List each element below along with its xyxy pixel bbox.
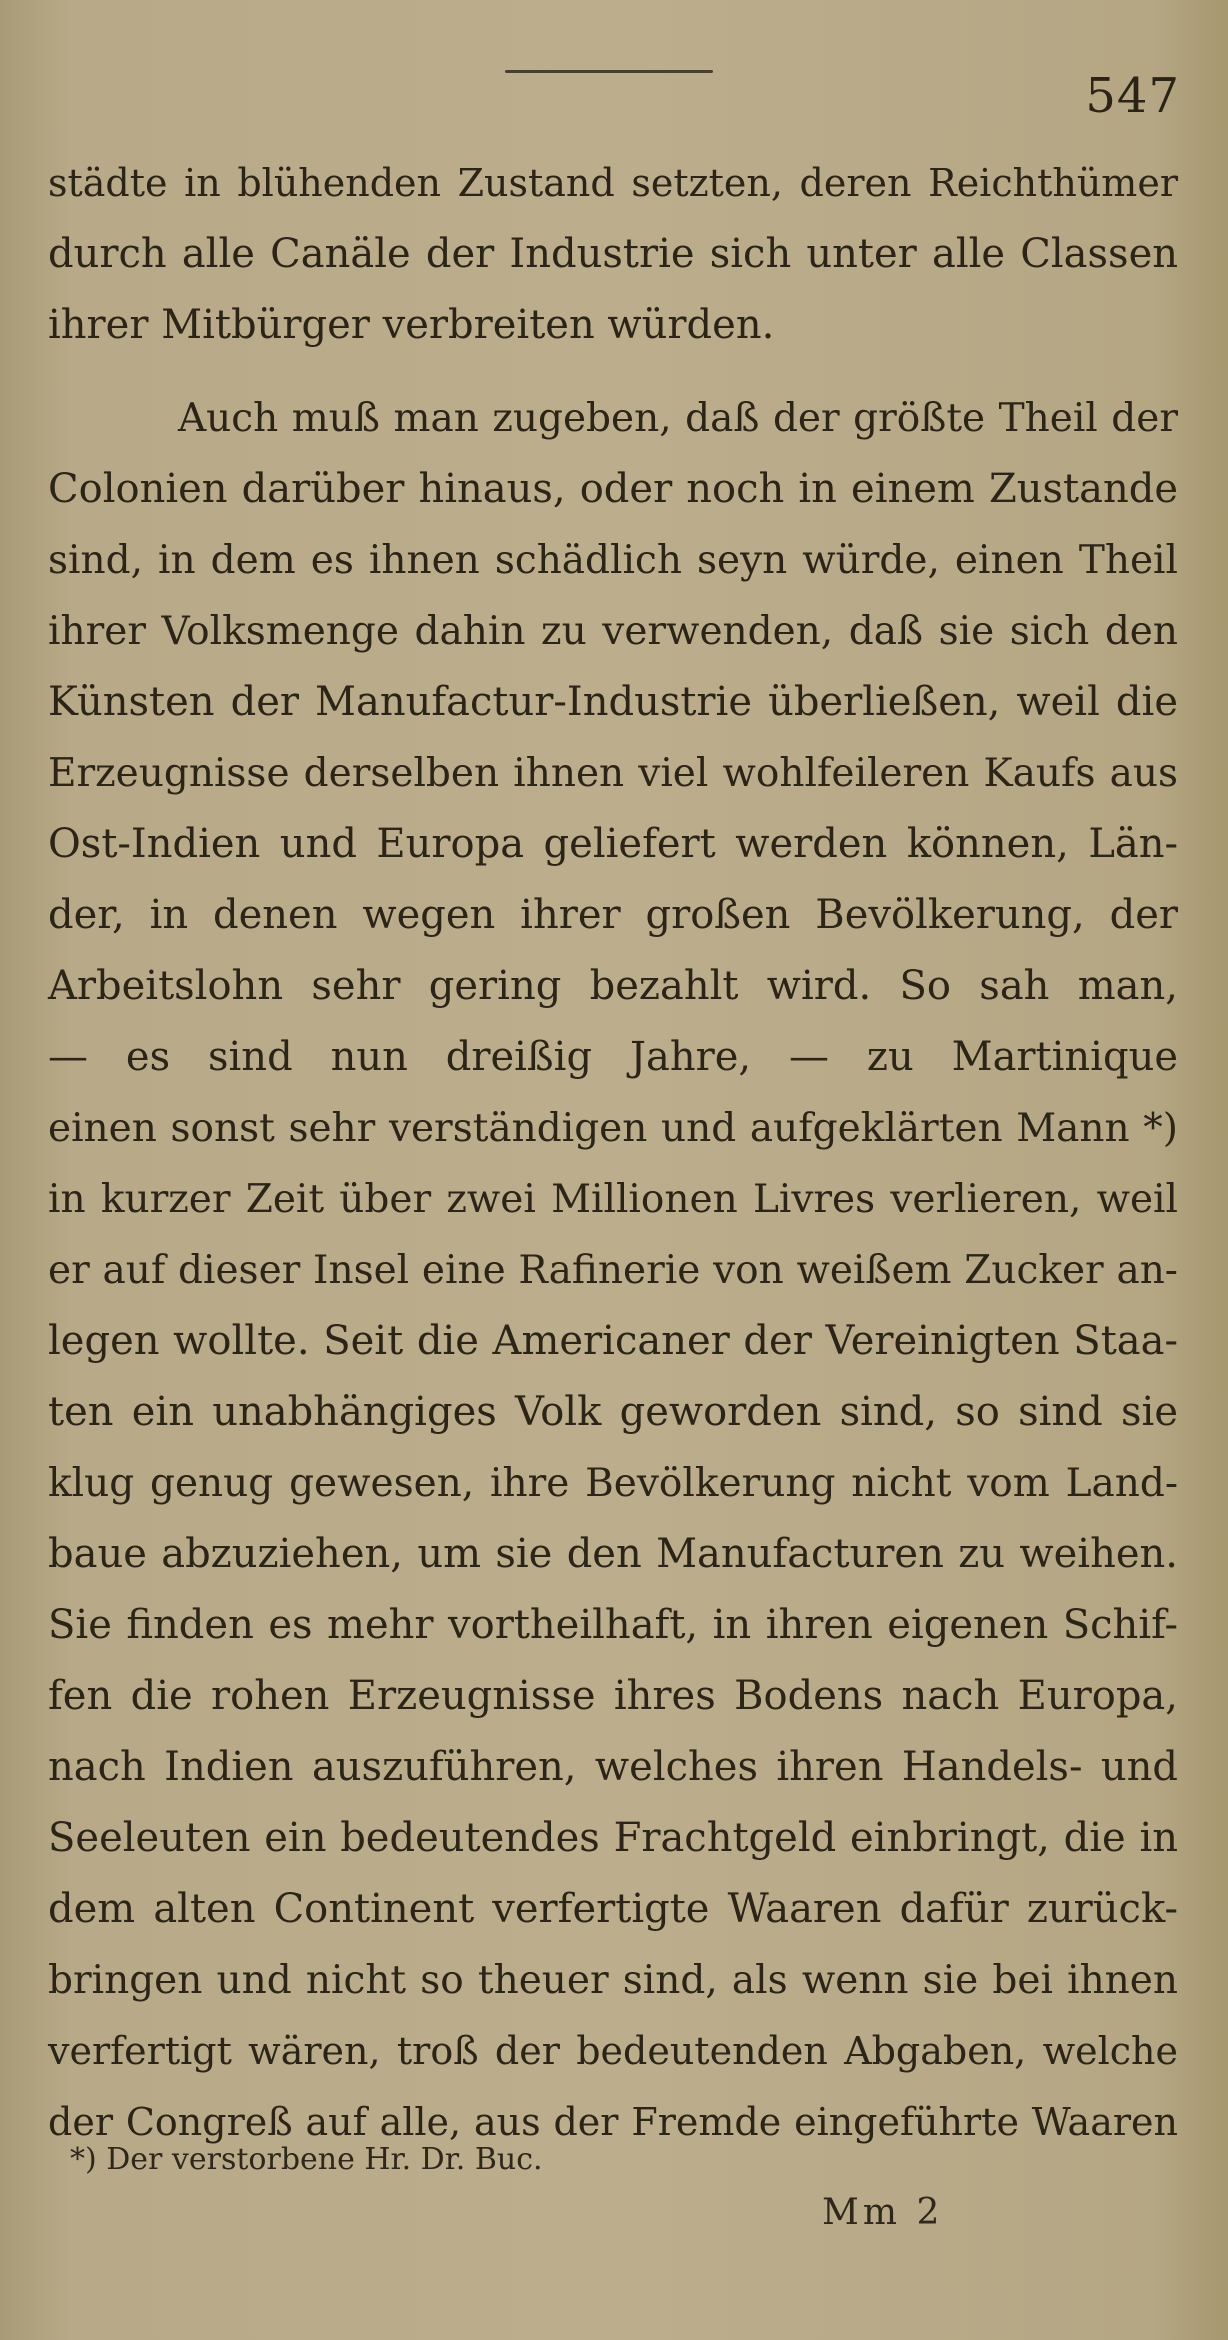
text-line: — es sind nun dreißig Jahre, — zu Martinique xyxy=(48,1034,1178,1080)
signature-mark: Mm 2 xyxy=(822,2192,944,2233)
header-rule xyxy=(505,70,713,73)
text-line: städte in blühenden Zustand setzten, deren Reichthümer xyxy=(48,161,1178,205)
text-line: der Congreß auf alle, aus der Fremde eingeführte Waaren xyxy=(48,2100,1178,2144)
text-line: Auch muß man zugeben, daß der größte Theil der xyxy=(178,396,1178,441)
text-line: fen die rohen Erzeugnisse ihres Bodens nach Europa, xyxy=(48,1673,1178,1719)
body-text xyxy=(48,148,1178,2158)
text-line: er auf dieser Insel eine Rafinerie von weißem Zucker an- xyxy=(48,1248,1178,1293)
page-number: 547 xyxy=(1085,68,1180,124)
text-line: Arbeitslohn sehr gering bezahlt wird. So sah man, xyxy=(48,963,1178,1009)
text-line: Sie finden es mehr vortheilhaft, in ihren eigenen Schif- xyxy=(48,1602,1178,1648)
text-line: durch alle Canäle der Industrie sich unter alle Classen xyxy=(48,231,1178,277)
text-line: Ost-Indien und Europa geliefert werden können, Län- xyxy=(48,821,1178,867)
text-line: verfertigt wären, troß der bedeutenden Abgaben, welche xyxy=(48,2029,1178,2073)
text-line: Erzeugnisse derselben ihnen viel wohlfeileren Kaufs aus xyxy=(48,751,1178,796)
paragraph-gap xyxy=(48,361,1178,383)
text-line: Colonien darüber hinaus, oder noch in einem Zustande xyxy=(48,466,1178,512)
text-line: einen sonst sehr verständigen und aufgeklärten Mann *) xyxy=(48,1106,1178,1151)
footnote: *) Der verstorbene Hr. Dr. Buc. xyxy=(70,2142,543,2177)
text-line: der, in denen wegen ihrer großen Bevölkerung, der xyxy=(48,892,1178,938)
text-line: klug genug gewesen, ihre Bevölkerung nicht vom Land- xyxy=(48,1461,1178,1506)
text-line: in kurzer Zeit über zwei Millionen Livres verlieren, weil xyxy=(48,1177,1178,1222)
text-line: bringen und nicht so theuer sind, als wenn sie bei ihnen xyxy=(48,1958,1178,2003)
text-line: baue abzuziehen, um sie den Manufacturen zu weihen. xyxy=(48,1531,1178,1577)
text-line: ten ein unabhängiges Volk geworden sind, so sind sie xyxy=(48,1389,1178,1435)
text-line: ihrer Mitbürger verbreiten würden. xyxy=(48,302,775,348)
text-line: sind, in dem es ihnen schädlich seyn würde, einen Theil xyxy=(48,538,1178,583)
text-line: nach Indien auszuführen, welches ihren Handels- und xyxy=(48,1744,1178,1790)
text-line: dem alten Continent verfertigte Waaren dafür zurück- xyxy=(48,1886,1178,1932)
text-line: Künsten der Manufactur-Industrie überließen, weil die xyxy=(48,679,1178,725)
text-line: ihrer Volksmenge dahin zu verwenden, daß sie sich den xyxy=(48,609,1178,654)
text-line: Seeleuten ein bedeutendes Frachtgeld einbringt, die in xyxy=(48,1815,1178,1861)
text-line: legen wollte. Seit die Americaner der Vereinigten Staa- xyxy=(48,1318,1178,1364)
